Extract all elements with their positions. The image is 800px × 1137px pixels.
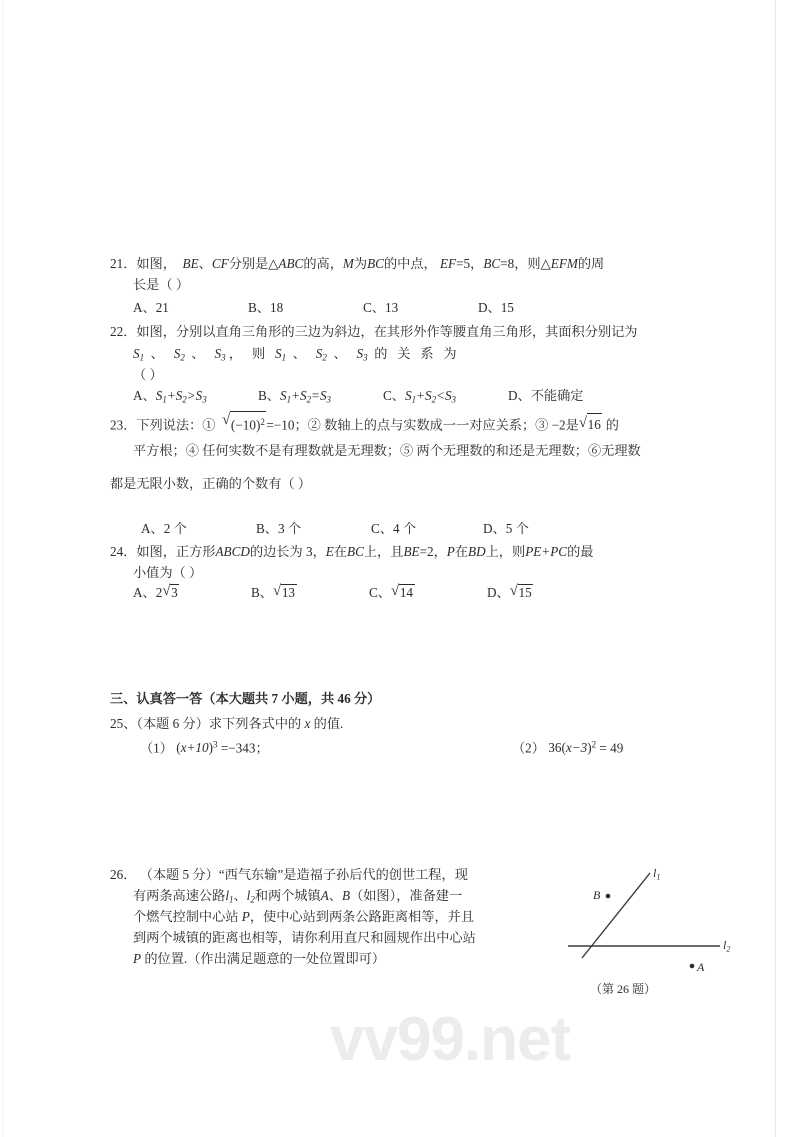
- q21-var-efm: EFM: [550, 256, 578, 271]
- q22-s3: $S_3$: [214, 346, 226, 363]
- figure-label-l1: $l_1$: [653, 866, 661, 882]
- q25-stem-pre: （本题 6 分）求下列各式中的: [136, 716, 302, 731]
- q22-option-a[interactable]: A、$S_1+S_2>S_3$: [133, 388, 207, 405]
- q21-var-bc-2: BC: [483, 256, 501, 271]
- question-25-part-2: [512, 735, 623, 758]
- q23-option-a[interactable]: A、2 个: [141, 521, 187, 536]
- q24-option-d[interactable]: D、 √ 15: [487, 582, 533, 601]
- q24-option-a[interactable]: A、2 √ 3: [133, 582, 251, 601]
- q22-s1b: $S_1$: [275, 346, 287, 363]
- q23-sqrt-expr: √ $(-10)^2$: [222, 411, 266, 435]
- point-a-dot: [690, 964, 695, 969]
- q21-var-bc: BC: [367, 256, 384, 271]
- q25-part2-label: （2）: [512, 740, 545, 756]
- q25-stem-tail: 的值.: [313, 716, 344, 731]
- q25-part1-rhs: =−343；: [220, 740, 269, 756]
- question-22-line-2: $S_1$ 、 $S_2$ 、 $S_3$ ， 则 $S_1$ 、 $S_2$ 、 $S_3$ 的 关 系 为: [133, 346, 457, 363]
- q22-s2: $S_2$: [173, 346, 185, 363]
- q22-s2b: $S_2$: [315, 346, 327, 363]
- q24-option-b[interactable]: B、 √ 13: [251, 582, 369, 601]
- question-23-line-1: [110, 411, 619, 435]
- q24-text-mid2: 在: [333, 544, 348, 559]
- q24-text-mid1: 的边长为 3，: [249, 544, 326, 559]
- q26-line2-tail: （如图），准备建一: [350, 888, 463, 903]
- question-22-line-1: [110, 321, 638, 342]
- q21-text-mid2: 的高，: [303, 256, 343, 271]
- q25-part1-label: （1）: [140, 740, 173, 756]
- q26-line-l1: $l_1$: [225, 888, 234, 905]
- q21-var-m: M: [342, 256, 354, 271]
- q21-var-cf: CF: [211, 256, 229, 271]
- section-3-heading: 三、认真答一答（本大题共 7 小题，共 46 分）: [110, 691, 381, 706]
- q25-part2-rhs: = 49: [599, 740, 624, 756]
- q26-line2-mid: 和两个城镇: [254, 888, 321, 903]
- q22-s1: $S_1$: [133, 346, 145, 363]
- q23-text-pre: 下列说法：①: [136, 417, 216, 433]
- question-21-line-1: [110, 253, 604, 274]
- q26-town-a: A: [320, 888, 329, 903]
- question-26-line-4: 到两个城镇的距离也相等，请你利用直尺和圆规作出中心站: [133, 930, 476, 945]
- q24-var-be: BE: [403, 544, 420, 559]
- q24-eq: =2，: [419, 544, 447, 559]
- q21-text-mid3: 为: [353, 256, 368, 271]
- question-26-line-5: [133, 948, 385, 969]
- q21-var-abc: ABC: [278, 256, 304, 271]
- q21-var-ef: EF: [440, 256, 457, 271]
- watermark: vv99.net: [330, 1005, 571, 1074]
- q21-sep-1: 、: [198, 256, 212, 271]
- question-25-number: 25、: [110, 716, 137, 731]
- q24-text-mid5: 上，则: [485, 544, 526, 559]
- q23-text-mid: 数轴上的点与实数成一一对应关系；③: [324, 417, 549, 433]
- q26-point-p-2: P: [133, 951, 142, 966]
- q24-text-tail: 的最: [567, 544, 594, 559]
- q26-line5-tail: 的位置.（作出满足题意的一处位置即可）: [144, 951, 386, 966]
- q23-de: 的: [605, 417, 619, 433]
- q26-line3-tail: ，使中心站到两条公路距离相等，并且: [249, 909, 475, 924]
- q26-sep-2: 、: [328, 888, 342, 903]
- q21-option-b[interactable]: B、18: [248, 300, 284, 315]
- question-24-line-1: [110, 541, 593, 562]
- question-23-number: 23．: [110, 417, 137, 433]
- q26-town-b: B: [342, 888, 351, 903]
- point-b-dot: [606, 894, 611, 899]
- q21-eq-1: =5，: [456, 256, 484, 271]
- q21-text-mid1: 分别是△: [228, 256, 279, 271]
- q22-option-c[interactable]: C、$S_1+S_2<S_3$: [383, 388, 457, 405]
- question-24-options: [133, 582, 533, 601]
- q23-option-b[interactable]: B、3 个: [256, 521, 302, 536]
- q21-text-tail: 的周: [577, 256, 605, 271]
- q26-line2-pre: 有两条高速公路: [133, 888, 226, 903]
- question-26-line-1: [110, 864, 468, 885]
- figure-label-b: B: [593, 888, 601, 902]
- q24-var-bd: BD: [468, 544, 486, 559]
- q25-part2-expr: $36(x-3)^2$: [548, 740, 597, 756]
- q24-expr-pe-pc: PE+PC: [525, 544, 568, 559]
- q26-point-p: P: [241, 909, 250, 924]
- q23-sqrt-16: √ 16: [579, 413, 603, 435]
- question-21-options: [133, 297, 514, 316]
- question-26-number: 26．: [110, 867, 137, 882]
- q23-expr-eq: =−10；②: [266, 417, 321, 433]
- question-23-line-3: 都是无限小数，正确的个数有（ ）: [110, 476, 312, 491]
- q21-option-c[interactable]: C、13: [363, 300, 399, 315]
- figure-label-a: A: [697, 960, 705, 974]
- q26-line3-pre: 个燃气控制中心站: [133, 909, 239, 924]
- q21-eq-2: =8，则△: [500, 256, 551, 271]
- q22-text: 如图，分别以直角三角形的三边为斜边，在其形外作等腰直角三角形，其面积分别记为: [136, 324, 638, 339]
- q25-part1-expr: $(x+10)^3$: [176, 740, 218, 756]
- figure-26-caption: （第 26 题）: [590, 982, 657, 996]
- q25-var-x: x: [304, 716, 311, 731]
- q26-sep-1: 、: [233, 888, 247, 903]
- q21-option-a[interactable]: A、21: [133, 300, 169, 315]
- question-25-stem: [110, 713, 343, 734]
- q24-var-abcd: ABCD: [215, 544, 250, 559]
- q21-text-mid4: 的中点，: [383, 256, 437, 271]
- question-23-options: [141, 518, 529, 537]
- q24-var-p: P: [446, 544, 455, 559]
- q24-text-mid4: 在: [454, 544, 469, 559]
- q22-option-b[interactable]: B、$S_1+S_2=S_3$: [258, 388, 332, 405]
- q24-var-bc: BC: [347, 544, 364, 559]
- q21-text-pre: 如图，: [136, 256, 176, 271]
- line-l1: [582, 873, 650, 958]
- question-25-part-1: [140, 735, 269, 758]
- question-24-line-2: 小值为（ ）: [133, 565, 203, 580]
- question-22-line-3: （ ）: [133, 367, 163, 382]
- q21-var-be: BE: [182, 256, 199, 271]
- q26-text-line1: （本题 5 分）“西气东输”是造福子孙后代的创世工程，现: [139, 867, 468, 882]
- page-edge-left: [2, 0, 3, 1137]
- q24-var-e: E: [325, 544, 334, 559]
- question-24-number: 24．: [110, 544, 137, 559]
- question-23-line-2: 平方根；④ 任何实数不是有理数就是无理数；⑤ 两个无理数的和还是无理数；⑥无理数: [133, 443, 641, 458]
- q24-text-pre: 如图，正方形: [136, 544, 216, 559]
- question-21-number: 21．: [110, 256, 137, 271]
- q21-option-d[interactable]: D、15: [478, 300, 514, 315]
- q24-option-c[interactable]: C、 √ 14: [369, 582, 487, 601]
- q23-option-c[interactable]: C、4 个: [371, 521, 417, 536]
- q24-text-mid3: 上，且: [363, 544, 404, 559]
- q22-option-d[interactable]: D、不能确定: [508, 388, 584, 403]
- q26-line-l2: $l_2$: [246, 888, 255, 905]
- q23-shi: 是: [565, 417, 579, 433]
- figure-label-l2: $l_2$: [723, 938, 731, 954]
- question-22-options: [133, 385, 583, 405]
- q23-neg2: −2: [551, 417, 566, 433]
- question-26-line-3: [133, 906, 474, 927]
- question-22-number: 22．: [110, 324, 137, 339]
- question-26-figure: [560, 858, 745, 1000]
- q23-option-d[interactable]: D、5 个: [483, 521, 529, 536]
- q22-s3b: $S_3$: [356, 346, 368, 363]
- page-edge-right: [775, 0, 776, 1137]
- question-21-line-2: 长是（ ）: [133, 277, 190, 292]
